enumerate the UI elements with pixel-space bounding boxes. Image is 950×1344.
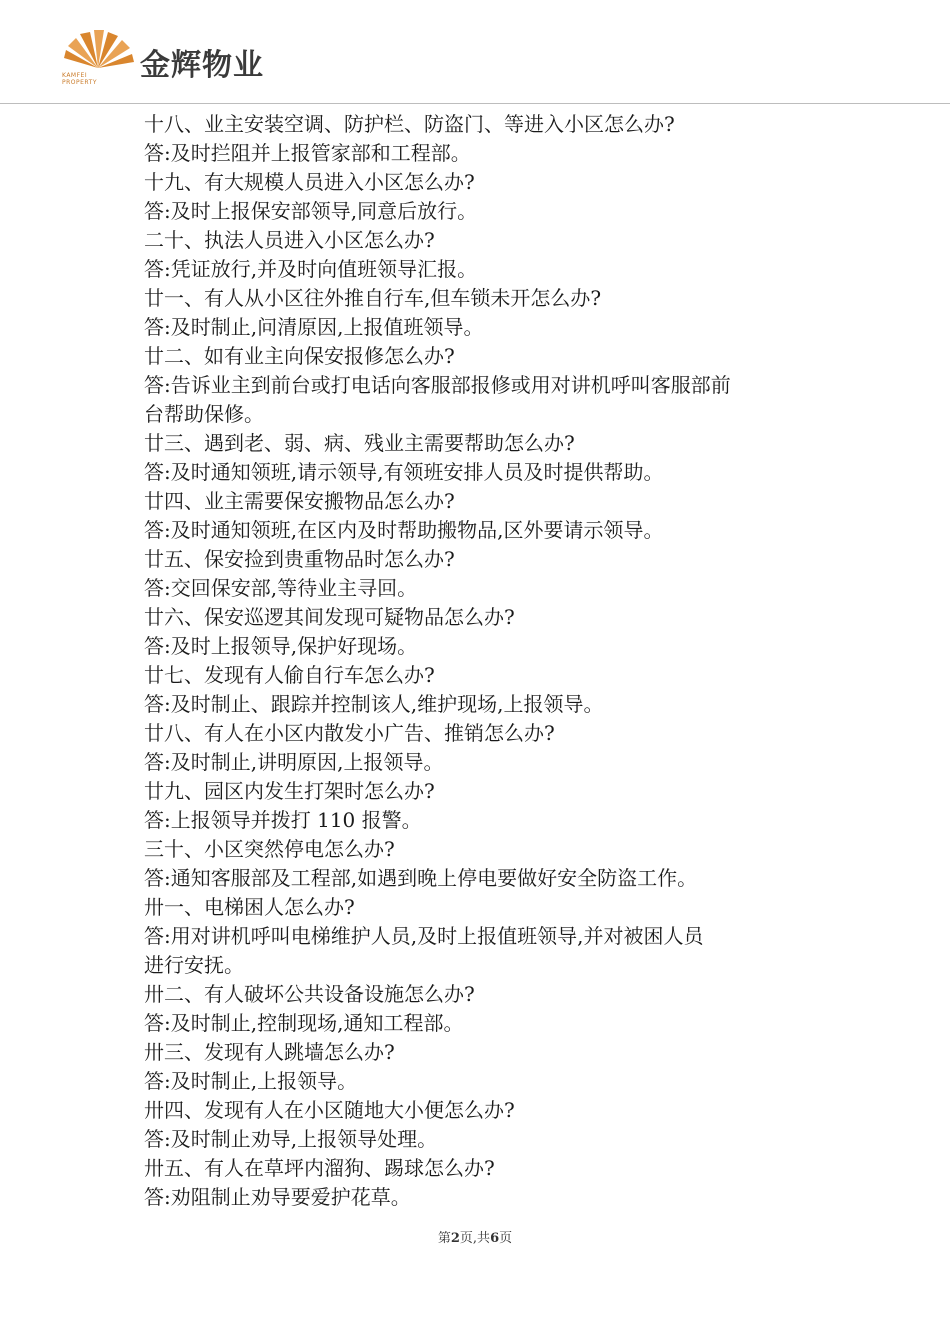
text-line: 答:及时制止、跟踪并控制该人,维护现场,上报领导。	[144, 692, 604, 716]
text-line: 廿七、发现有人偷自行车怎么办?	[144, 663, 435, 687]
text-line: 卅二、有人破坏公共设备设施怎么办?	[144, 982, 475, 1006]
footer-total-pages: 6	[490, 1231, 500, 1246]
footer-prefix: 第	[437, 1231, 451, 1246]
text-line: 廿一、有人从小区往外推自行车,但车锁未开怎么办?	[144, 286, 602, 310]
text-line: 廿八、有人在小区内散发小广告、推销怎么办?	[144, 721, 555, 745]
footer-suffix: 页	[499, 1231, 513, 1246]
text-line: 进行安抚。	[144, 953, 244, 977]
text-line: 卅五、有人在草坪内溜狗、踢球怎么办?	[144, 1156, 495, 1180]
footer-page-number: 2	[450, 1231, 460, 1246]
text-line: 答:及时上报领导,保护好现场。	[144, 634, 418, 658]
header-divider	[0, 103, 950, 104]
text-line: 廿四、业主需要保安搬物品怎么办?	[144, 489, 455, 513]
text-line: 十八、业主安装空调、防护栏、防盗门、等进入小区怎么办?	[144, 112, 675, 136]
text-line: 廿九、园区内发生打架时怎么办?	[144, 779, 435, 803]
text-line: 答:及时制止,控制现场,通知工程部。	[144, 1011, 464, 1035]
text-line: 答:劝阻制止劝导要爱护花草。	[144, 1185, 411, 1209]
text-line: 十九、有大规模人员进入小区怎么办?	[144, 170, 475, 194]
text-line: 答:告诉业主到前台或打电话向客服部报修或用对讲机呼叫客服部前	[144, 373, 731, 397]
text-line: 答:及时制止劝导,上报领导处理。	[144, 1127, 438, 1151]
text-line: 答:凭证放行,并及时向值班领导汇报。	[144, 257, 478, 281]
text-line: 台帮助保修。	[144, 402, 264, 426]
text-line: 答:及时通知领班,请示领导,有领班安排人员及时提供帮助。	[144, 460, 664, 484]
logo-brand-name: 金辉物业	[140, 48, 264, 83]
text-line: 廿二、如有业主向保安报修怎么办?	[144, 344, 455, 368]
text-line: 廿五、保安捡到贵重物品时怎么办?	[144, 547, 455, 571]
text-line: 卅一、电梯困人怎么办?	[144, 895, 355, 919]
text-line: 三十、小区突然停电怎么办?	[144, 837, 395, 861]
page-header	[0, 0, 950, 104]
text-line: 答:及时拦阻并上报管家部和工程部。	[144, 141, 471, 165]
text-line: 答:及时通知领班,在区内及时帮助搬物品,区外要请示领导。	[144, 518, 664, 542]
text-line: 答:及时制止,讲明原因,上报领导。	[144, 750, 444, 774]
text-line: 廿六、保安巡逻其间发现可疑物品怎么办?	[144, 605, 515, 629]
text-line: 答:及时制止,上报领导。	[144, 1069, 358, 1093]
footer-middle: 页,共	[459, 1231, 491, 1246]
text-line: 答:交回保安部,等待业主寻回。	[144, 576, 418, 600]
text-line: 答:通知客服部及工程部,如遇到晚上停电要做好安全防盗工作。	[144, 866, 698, 890]
text-line: 答:及时上报保安部领导,同意后放行。	[144, 199, 478, 223]
text-line: 答:及时制止,问清原因,上报值班领导。	[144, 315, 484, 339]
text-line: 卅三、发现有人跳墙怎么办?	[144, 1040, 395, 1064]
text-line: 二十、执法人员进入小区怎么办?	[144, 228, 435, 252]
text-line: 答:上报领导并拨打 110 报警。	[144, 808, 422, 832]
text-line: 卅四、发现有人在小区随地大小便怎么办?	[144, 1098, 515, 1122]
text-line: 廿三、遇到老、弱、病、残业主需要帮助怎么办?	[144, 431, 575, 455]
logo-english-name: KAMFEI PROPERTY	[62, 72, 97, 86]
page-footer	[0, 1230, 950, 1248]
document-body	[144, 110, 814, 1212]
company-logo	[60, 28, 270, 92]
text-line: 答:用对讲机呼叫电梯维护人员,及时上报值班领导,并对被困人员	[144, 924, 704, 948]
